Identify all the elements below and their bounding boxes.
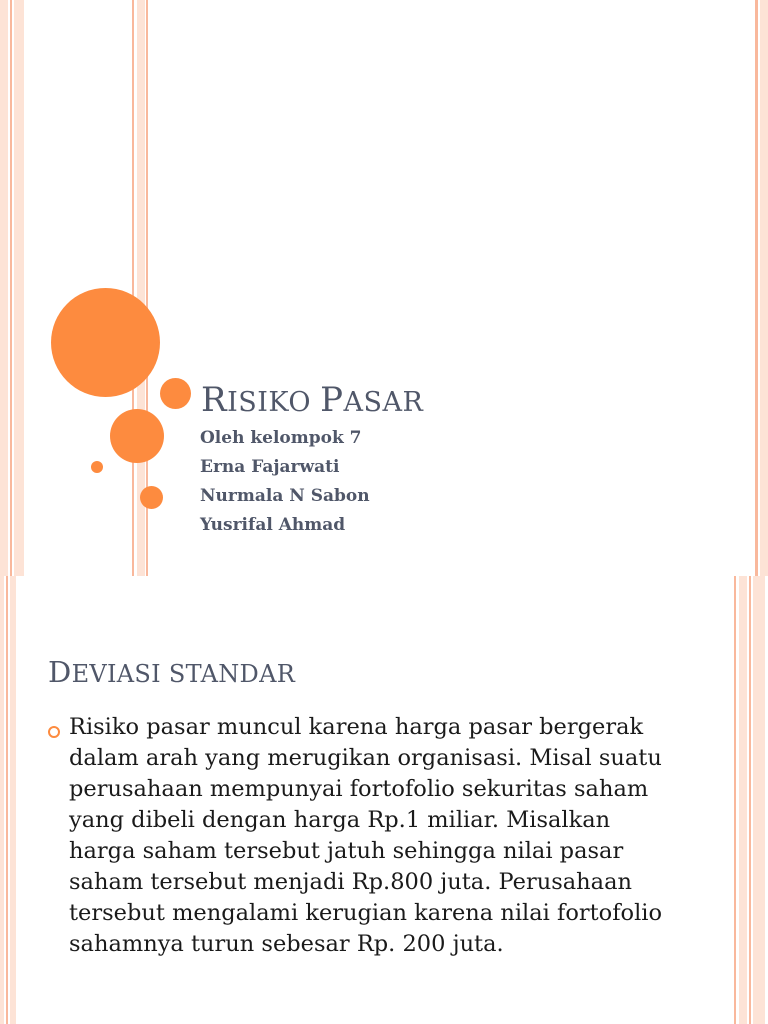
- decorative-stripe: [739, 576, 747, 1024]
- subtitle-line: Nurmala N Sabon: [200, 486, 370, 506]
- subtitle-line: Yusrifal Ahmad: [200, 515, 346, 535]
- decorative-circle-large: [51, 288, 160, 397]
- decorative-stripe: [755, 0, 758, 576]
- subtitle-line: Erna Fajarwati: [200, 457, 340, 477]
- decorative-stripe: [753, 576, 765, 1024]
- slide-title: RISIKO PASAR: [201, 380, 424, 420]
- decorative-stripe: [6, 576, 8, 1024]
- decorative-stripe: [10, 0, 12, 576]
- decorative-circle-medium: [110, 409, 164, 463]
- subtitle-line: Oleh kelompok 7: [200, 428, 362, 448]
- decorative-circle-small: [160, 378, 191, 409]
- decorative-stripe: [132, 0, 134, 576]
- decorative-stripe: [14, 0, 24, 576]
- bullet-text: Risiko pasar muncul karena harga pasar bergerak dalam arah yang merugikan organisasi. Misal suatu perusahaan mempunyai fortofolio sekuritas saham yang dibeli dengan harga Rp.1 miliar. Misalkan harga saham tersebut jatuh sehingga nilai pasar saham tersebut menjadi Rp.800 juta. Perusahaan tersebut mengalami kerugian karena nilai fortofolio sahamnya turun sebesar Rp. 200 juta.: [69, 714, 663, 957]
- decorative-stripe: [0, 576, 4, 1024]
- decorative-stripe: [760, 0, 768, 576]
- decorative-stripe: [0, 0, 8, 576]
- decorative-stripe: [749, 576, 751, 1024]
- decorative-stripe: [734, 576, 736, 1024]
- slide-subtitle: [200, 424, 370, 540]
- decorative-circle-small: [140, 486, 163, 509]
- decorative-stripe: [10, 576, 16, 1024]
- decorative-circle-tiny: [91, 461, 103, 473]
- bullet-circle-icon: [48, 726, 60, 738]
- slide-title: DEVIASI STANDAR: [48, 655, 296, 689]
